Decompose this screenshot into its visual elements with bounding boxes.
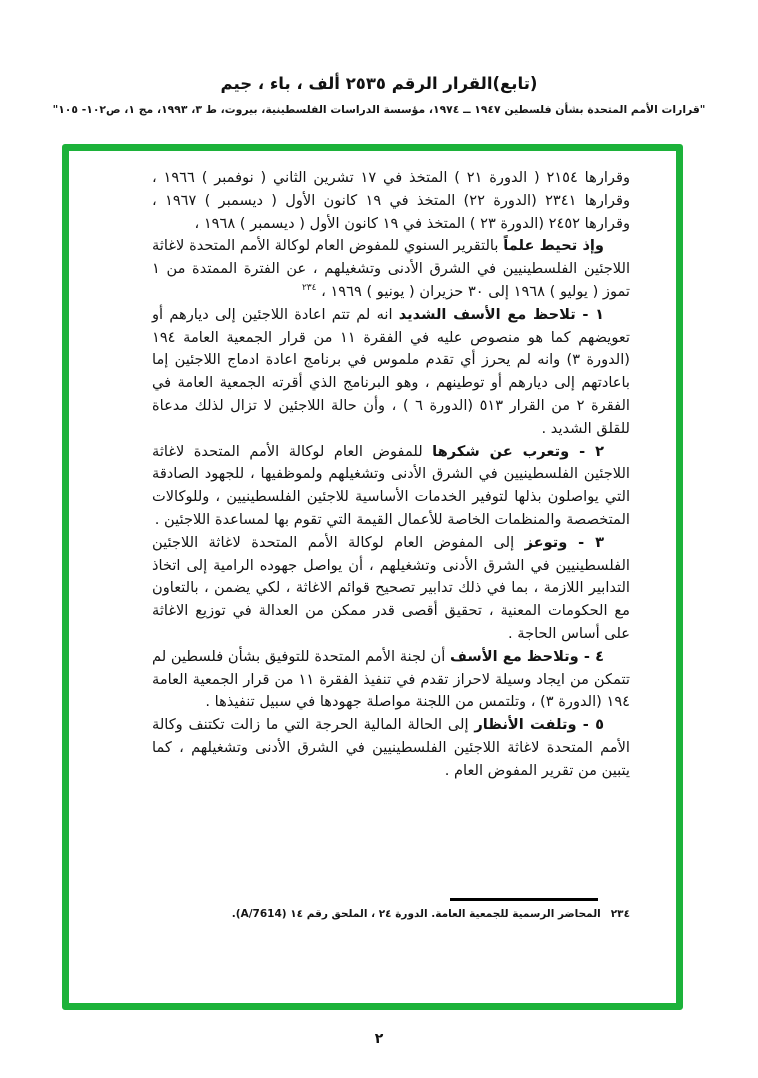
paragraph: ٥ - وتلفت الأنظار إلى الحالة المالية الحرجة التي ما زالت تكتنف وكالة الأمم المتحدة لاغاثة اللاجئين الفلسطينيين في الشرق الأدنى وتشغيلهم ، كما يتبين من تقرير المفوض العام . — [152, 716, 630, 779]
paragraph: وإذ تحيط علماً بالتقرير السنوي للمفوض العام لوكالة الأمم المتحدة لاغاثة اللاجئين الفلسطينيين في الشرق الأدنى وتشغيلهم ، عن الفترة الممتدة من ١ تموز ( يوليو ) ١٩٦٨ إلى ٣٠ حزيران ( يونيو ) ١٩٦٩ ، $^{٢٣٤}$ — [152, 237, 630, 300]
footnote-area — [152, 898, 630, 920]
paragraph: ٤ - وتلاحظ مع الأسف أن لجنة الأمم المتحدة للتوفيق بشأن فلسطين لم تتمكن من ايجاد وسيلة لاحراز تقدم في تنفيذ الفقرة ١١ من قرار الجمعية العامة ١٩٤ (الدورة ٣) ، وتلتمس من اللجنة مواصلة جهودها في سبيل تنفيذها . — [152, 647, 630, 711]
document-title: (تابع)القرار الرقم ٢٥٣٥ ألف ، باء ، جيم — [220, 74, 538, 93]
lead-phrase: وتلفت الأنظار — [474, 716, 577, 734]
lead-phrase: وتوعز — [524, 533, 568, 551]
page-number: ٢ — [374, 1031, 384, 1047]
paragraph: ٢ - وتعرب عن شكرها للمفوض العام لوكالة الأمم المتحدة لاغاثة اللاجئين الفلسطينيين في الشرق الأدنى وتشغيلهم ولموظفيها ، للجهود الصادقة التي يواصلون بذلها لتوفير الخدمات الأساسية للاجئين الفلسطينيين ، وللوكالات المتخصصة والمنظمات الخاصة للأعمال القيمة التي تقوم بها لمساعدة اللاجئين . — [152, 442, 630, 528]
clause-number: ٥ - — [576, 716, 604, 734]
footnote — [152, 908, 630, 920]
paragraph: ١ - تلاحظ مع الأسف الشديد انه لم تتم اعادة اللاجئين إلى ديارهم أو تعويضهم كما هو منصوص عليه في الفقرة ١١ من قرار الجمعية العامة ١٩٤ (الدورة ٣) وانه لم يحرز أي تقدم ملموس في برنامج اعادة ادماج اللاجئين إما باعادتهم إلى ديارهم أو توطينهم ، وهو البرنامج الذي أقرته الجمعية العامة في الفقرة ٢ من القرار ٥١٣ (الدورة ٦ ) ، وأن حالة اللاجئين لا تزال لذلك مدعاة للقلق الشديد . — [152, 305, 630, 437]
source-citation: "قرارات الأمم المتحدة بشأن فلسطين ١٩٤٧ ــ ١٩٧٤، مؤسسة الدراسات الفلسطينية، بيروت، ط ٣، ١٩٩٣، مج ١، ص١٠٢- ١٠٥" — [52, 103, 706, 116]
footnote-reference: ٢٣٤ — [301, 283, 317, 294]
lead-phrase: وإذ تحيط علماً — [503, 237, 605, 255]
lead-phrase: تلاحظ مع الأسف الشديد — [398, 305, 576, 323]
footnote-divider — [450, 898, 598, 901]
footnote-number: ٢٣٤ — [610, 907, 630, 920]
clause-number: ١ - — [575, 305, 605, 323]
clause-number: ٢ - — [569, 442, 605, 460]
lead-phrase: وتعرب عن شكرها — [432, 442, 570, 460]
clause-number: ٣ - — [567, 533, 604, 551]
paragraph: وقرارها ٢١٥٤ ( الدورة ٢١ ) المتخذ في ١٧ تشرين الثاني ( نوفمبر ) ١٩٦٦ ، وقرارها ٢٣٤١ (الدورة ٢٢) المتخذ في ١٩ كانون الأول ( ديسمبر ) ١٩٦٧ ، وقرارها ٢٤٥٢ (الدورة ٢٣ ) المتخذ في ١٩ كانون الأول ( ديسمبر ) ١٩٦٨ ، — [152, 169, 631, 232]
resolution-body-text — [152, 167, 630, 783]
clause-number: ٤ - — [578, 647, 604, 665]
lead-phrase: وتلاحظ مع الأسف — [450, 647, 579, 665]
footnote-text: المحاضر الرسمية للجمعية العامة. الدورة ٢٤ ، الملحق رقم ١٤ (A/7614). — [231, 907, 601, 920]
paragraph: ٣ - وتوعز إلى المفوض العام لوكالة الأمم المتحدة لاغاثة اللاجئين الفلسطينيين في الشرق الأدنى وتشغيلهم ، أن يواصل جهوده الرامية إلى اتخاذ التدابير اللازمة ، بما في ذلك تدابير تصحيح قوائم الاغاثة ، لكي يضمن ، بالتعاون مع الحكومات المعنية ، تحقيق أقصى قدر ممكن من العدالة في توزيع الاغاثة على أساس الحاجة . — [152, 533, 630, 642]
